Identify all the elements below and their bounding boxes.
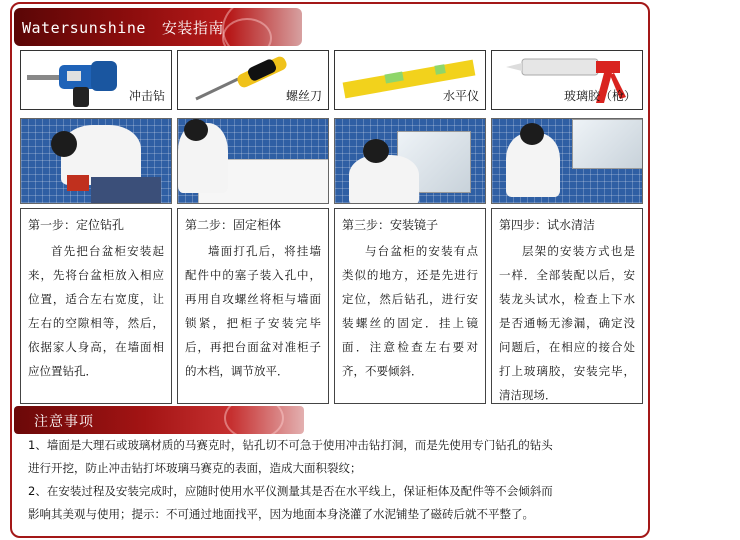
step-body: 层架的安装方式也是一样．全部装配以后，安装龙头试水，检查上下水是否通畅无渗漏，确定没问题后，在相应的接合处打上玻璃胶，安装完毕，清洁现场．	[499, 244, 635, 402]
brand-name: Watersunshine	[22, 19, 146, 37]
step-title: 第一步：定位钻孔	[28, 218, 125, 232]
tool-label: 玻璃胶（枪）	[563, 89, 636, 103]
step-body: 与台盆柜的安装有点类似的地方，还是先进行定位，然后钻孔，进行安装螺丝的固定．挂上镜面．注意检查左右要对齐，不要倾斜．	[342, 244, 478, 378]
notice-line: 1、墙面是大理石或玻璃材质的马赛克时，钻孔切不可急于使用冲击钻打洞，而是先使用专门钻孔的钻头	[28, 438, 553, 452]
notice-body	[28, 434, 636, 526]
tool-card-impact-drill	[20, 50, 172, 110]
tool-label: 水平仪	[442, 89, 479, 103]
step-title: 第四步：试水清洁	[499, 218, 596, 232]
steps-row	[20, 208, 642, 406]
step-card-2	[177, 208, 329, 404]
photo-step-3	[334, 118, 486, 204]
banner-swirl	[224, 406, 284, 434]
guide-title: 安装指南	[161, 19, 224, 37]
photo-step-2	[177, 118, 329, 204]
notice-banner	[14, 406, 304, 434]
tool-card-screwdriver	[177, 50, 329, 110]
notice-line: 影响其美观与使用；提示：不可通过地面找平，因为地面本身浇灌了水泥铺垫了磁砖后就不平整了。	[28, 507, 534, 521]
tool-card-caulk-gun	[491, 50, 643, 110]
notice-line: 2、在安装过程及安装完成时，应随时使用水平仪测量其是否在水平线上，保证柜体及配件等不会倾斜而	[28, 484, 553, 498]
photos-row	[20, 118, 642, 206]
step-card-4	[491, 208, 643, 404]
tool-card-spirit-level	[334, 50, 486, 110]
tool-label: 螺丝刀	[285, 89, 322, 103]
step-card-1	[20, 208, 172, 404]
step-card-3	[334, 208, 486, 404]
page-title	[22, 17, 224, 38]
notice-line: 进行开挖，防止冲击钻打坏玻璃马赛克的表面，造成大面积裂纹；	[28, 461, 362, 475]
header-banner	[14, 8, 302, 46]
photo-step-1	[20, 118, 172, 204]
step-body: 墙面打孔后，将挂墙配件中的塞子装入孔中，再用自攻螺丝将柜与墙面锁紧，把柜子安装完毕后，再把台面盆对准柜子的木档，调节放平．	[185, 244, 321, 378]
tool-label: 冲击钻	[128, 89, 165, 103]
photo-step-4	[491, 118, 643, 204]
tools-row	[20, 50, 642, 112]
notice-title: 注意事项	[34, 414, 94, 430]
step-body: 首先把台盆柜安装起来，先将台盆柜放入相应位置，适合左右宽度，让左右的空隙相等，然后，依据家人身高，在墙面相应位置钻孔．	[28, 244, 164, 378]
step-title: 第三步：安装镜子	[342, 218, 439, 232]
step-title: 第二步：固定柜体	[185, 218, 282, 232]
